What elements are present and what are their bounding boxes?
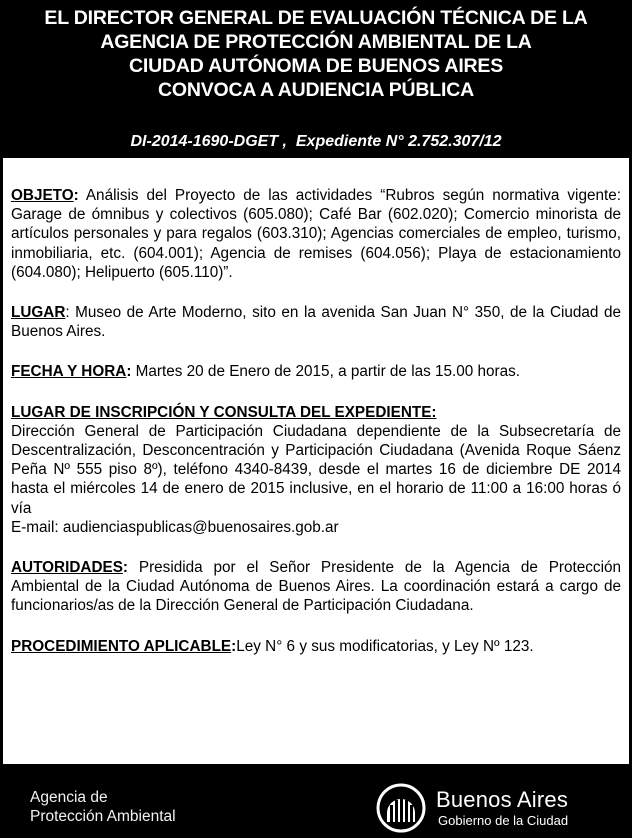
section-inscripcion (11, 403, 621, 537)
lugar-text: : Museo de Arte Moderno, sito en la avenida San Juan N° 350, de la Ciudad de Buenos Aires. (11, 304, 621, 341)
inscripcion-label: LUGAR DE INSCRIPCIÓN Y CONSULTA DEL EXPEDIENTE: (11, 403, 437, 421)
autoridades-text: Presidida por el Señor Presidente de la Agencia de Protección Ambiental de la Ciudad Autónoma de Buenos Aires. La coordinación estará a cargo de funcionarios/as de la Dirección General de Participación Ciudadana. (11, 559, 621, 615)
notice-body (3, 158, 629, 764)
agency-line-2: Protección Ambiental (30, 808, 176, 825)
buenos-aires-emblem-icon (376, 783, 426, 833)
section-objeto (11, 186, 621, 282)
procedimiento-text: Ley N° 6 y sus modificatorias, y Ley Nº 123. (236, 637, 534, 655)
notice-title (0, 6, 632, 102)
logo-name: Buenos Aires (436, 787, 569, 812)
agency-name (30, 788, 176, 826)
autoridades-colon: : (122, 559, 129, 577)
section-fecha (11, 362, 621, 381)
objeto-text: Análisis del Proyecto de las actividades “Rubros según normativa vigente: Garage de ómnibus y colectivos (605.080); Café Bar (602.020); Comercio minorista de artículos personales y para regalos (603.310); Agencias comerciales de empleo, turismo, inmobiliaria, etc. (604.001); Agencia de remises (604.056); Playa de estacionamiento (604.080); Helipuerto (605.110)”. (11, 187, 621, 281)
autoridades-label: AUTORIDADES (11, 559, 123, 577)
lugar-label: LUGAR (11, 304, 66, 322)
objeto-colon: : (73, 187, 79, 204)
title-line-1: EL DIRECTOR GENERAL DE EVALUACIÓN TÉCNICA DE LA (44, 7, 588, 29)
notice-header (0, 0, 632, 158)
agency-line-1: Agencia de (30, 789, 108, 806)
title-line-2: AGENCIA DE PROTECCIÓN AMBIENTAL DE LA (100, 31, 532, 53)
section-procedimiento (11, 637, 621, 656)
notice-footer (0, 764, 632, 838)
fecha-colon: : (126, 363, 132, 381)
title-line-4: CONVOCA A AUDIENCIA PÚBLICA (158, 79, 474, 101)
fecha-label: FECHA Y HORA (11, 363, 127, 381)
logo-subtitle: Gobierno de la Ciudad (438, 813, 569, 828)
procedimiento-colon: : (231, 637, 237, 655)
procedimiento-label: PROCEDIMIENTO APLICABLE (11, 637, 232, 655)
section-autoridades (11, 558, 621, 616)
objeto-label: OBJETO (11, 187, 74, 204)
section-lugar (11, 303, 621, 341)
inscripcion-email[interactable]: E-mail: audienciaspublicas@buenosaires.gob.ar (11, 518, 339, 536)
title-line-3: CIUDAD AUTÓNOMA DE BUENOS AIRES (128, 55, 504, 77)
fecha-text: Martes 20 de Enero de 2015, a partir de las 15.00 horas. (131, 363, 521, 381)
inscripcion-text: Dirección General de Participación Ciudadana dependiente de la Subsecretaría de Descentralización, Desconcentración y Participación Ciudadana (Avenida Roque Sáenz Peña Nº 555 piso 8º), teléfono 4340-8439, desde el martes 16 de diciembre DE 2014 hasta el miércoles 14 de enero de 2015 inclusive, en el horario de 11:00 a 16:00 horas ó vía (11, 422, 621, 517)
notice-reference: DI-2014-1690-DGET , Expediente N° 2.752.307/12 (130, 133, 502, 150)
